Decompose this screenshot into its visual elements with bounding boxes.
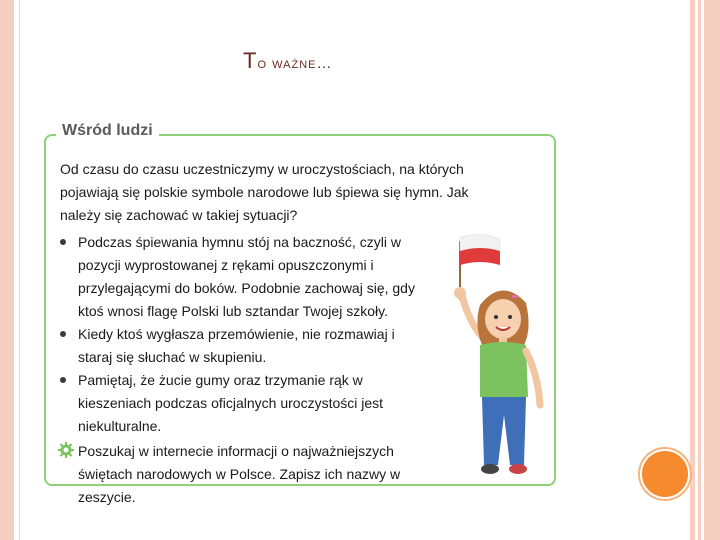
girl-with-flag-illustration — [440, 225, 550, 483]
list-item-text: Kiedy ktoś wygłasza przemówienie, nie rozmawiaj i staraj się słuchać w skupieniu. — [78, 326, 395, 365]
left-decorative-band — [0, 0, 20, 540]
bullet-icon — [60, 331, 66, 337]
card-body — [60, 158, 490, 509]
right-decorative-stripes — [690, 0, 720, 540]
slide-title-initial: T — [243, 48, 258, 73]
list-item — [60, 369, 428, 438]
list-item-text: Podczas śpiewania hymnu stój na baczność, czyli w pozycji wyprostowanej z rękami opuszczonymi i przylegającymi do boków. Podobnie zachowaj się, gdy ktoś wnosi flagę Polski lub sztandar Twojej szkoły. — [78, 234, 415, 319]
task-text: Poszukaj w internecie informacji o najważniejszych świętach narodowych w Polsce. Zapisz ich nazwy w zeszycie. — [78, 443, 401, 505]
task-item — [60, 440, 428, 509]
list-item-text: Pamiętaj, że żucie gumy oraz trzymanie rąk w kieszeniach podczas oficjalnych uroczystości jest niekulturalne. — [78, 372, 384, 434]
list-item — [60, 323, 428, 369]
rules-list — [60, 231, 490, 438]
bullet-icon — [60, 239, 66, 245]
card-heading: Wśród ludzi — [56, 122, 159, 140]
slide-title — [243, 48, 333, 74]
list-item — [60, 231, 428, 323]
bullet-icon — [60, 377, 66, 383]
orange-circle-decoration — [640, 449, 690, 499]
slide-title-rest: o ważne… — [257, 55, 333, 72]
card-intro: Od czasu do czasu uczestniczymy w uroczystościach, na których pojawiają się polskie symbole narodowe lub śpiewa się hymn. Jak należy się zachować w takiej sytuacji? — [60, 161, 469, 223]
gear-icon — [58, 442, 74, 458]
